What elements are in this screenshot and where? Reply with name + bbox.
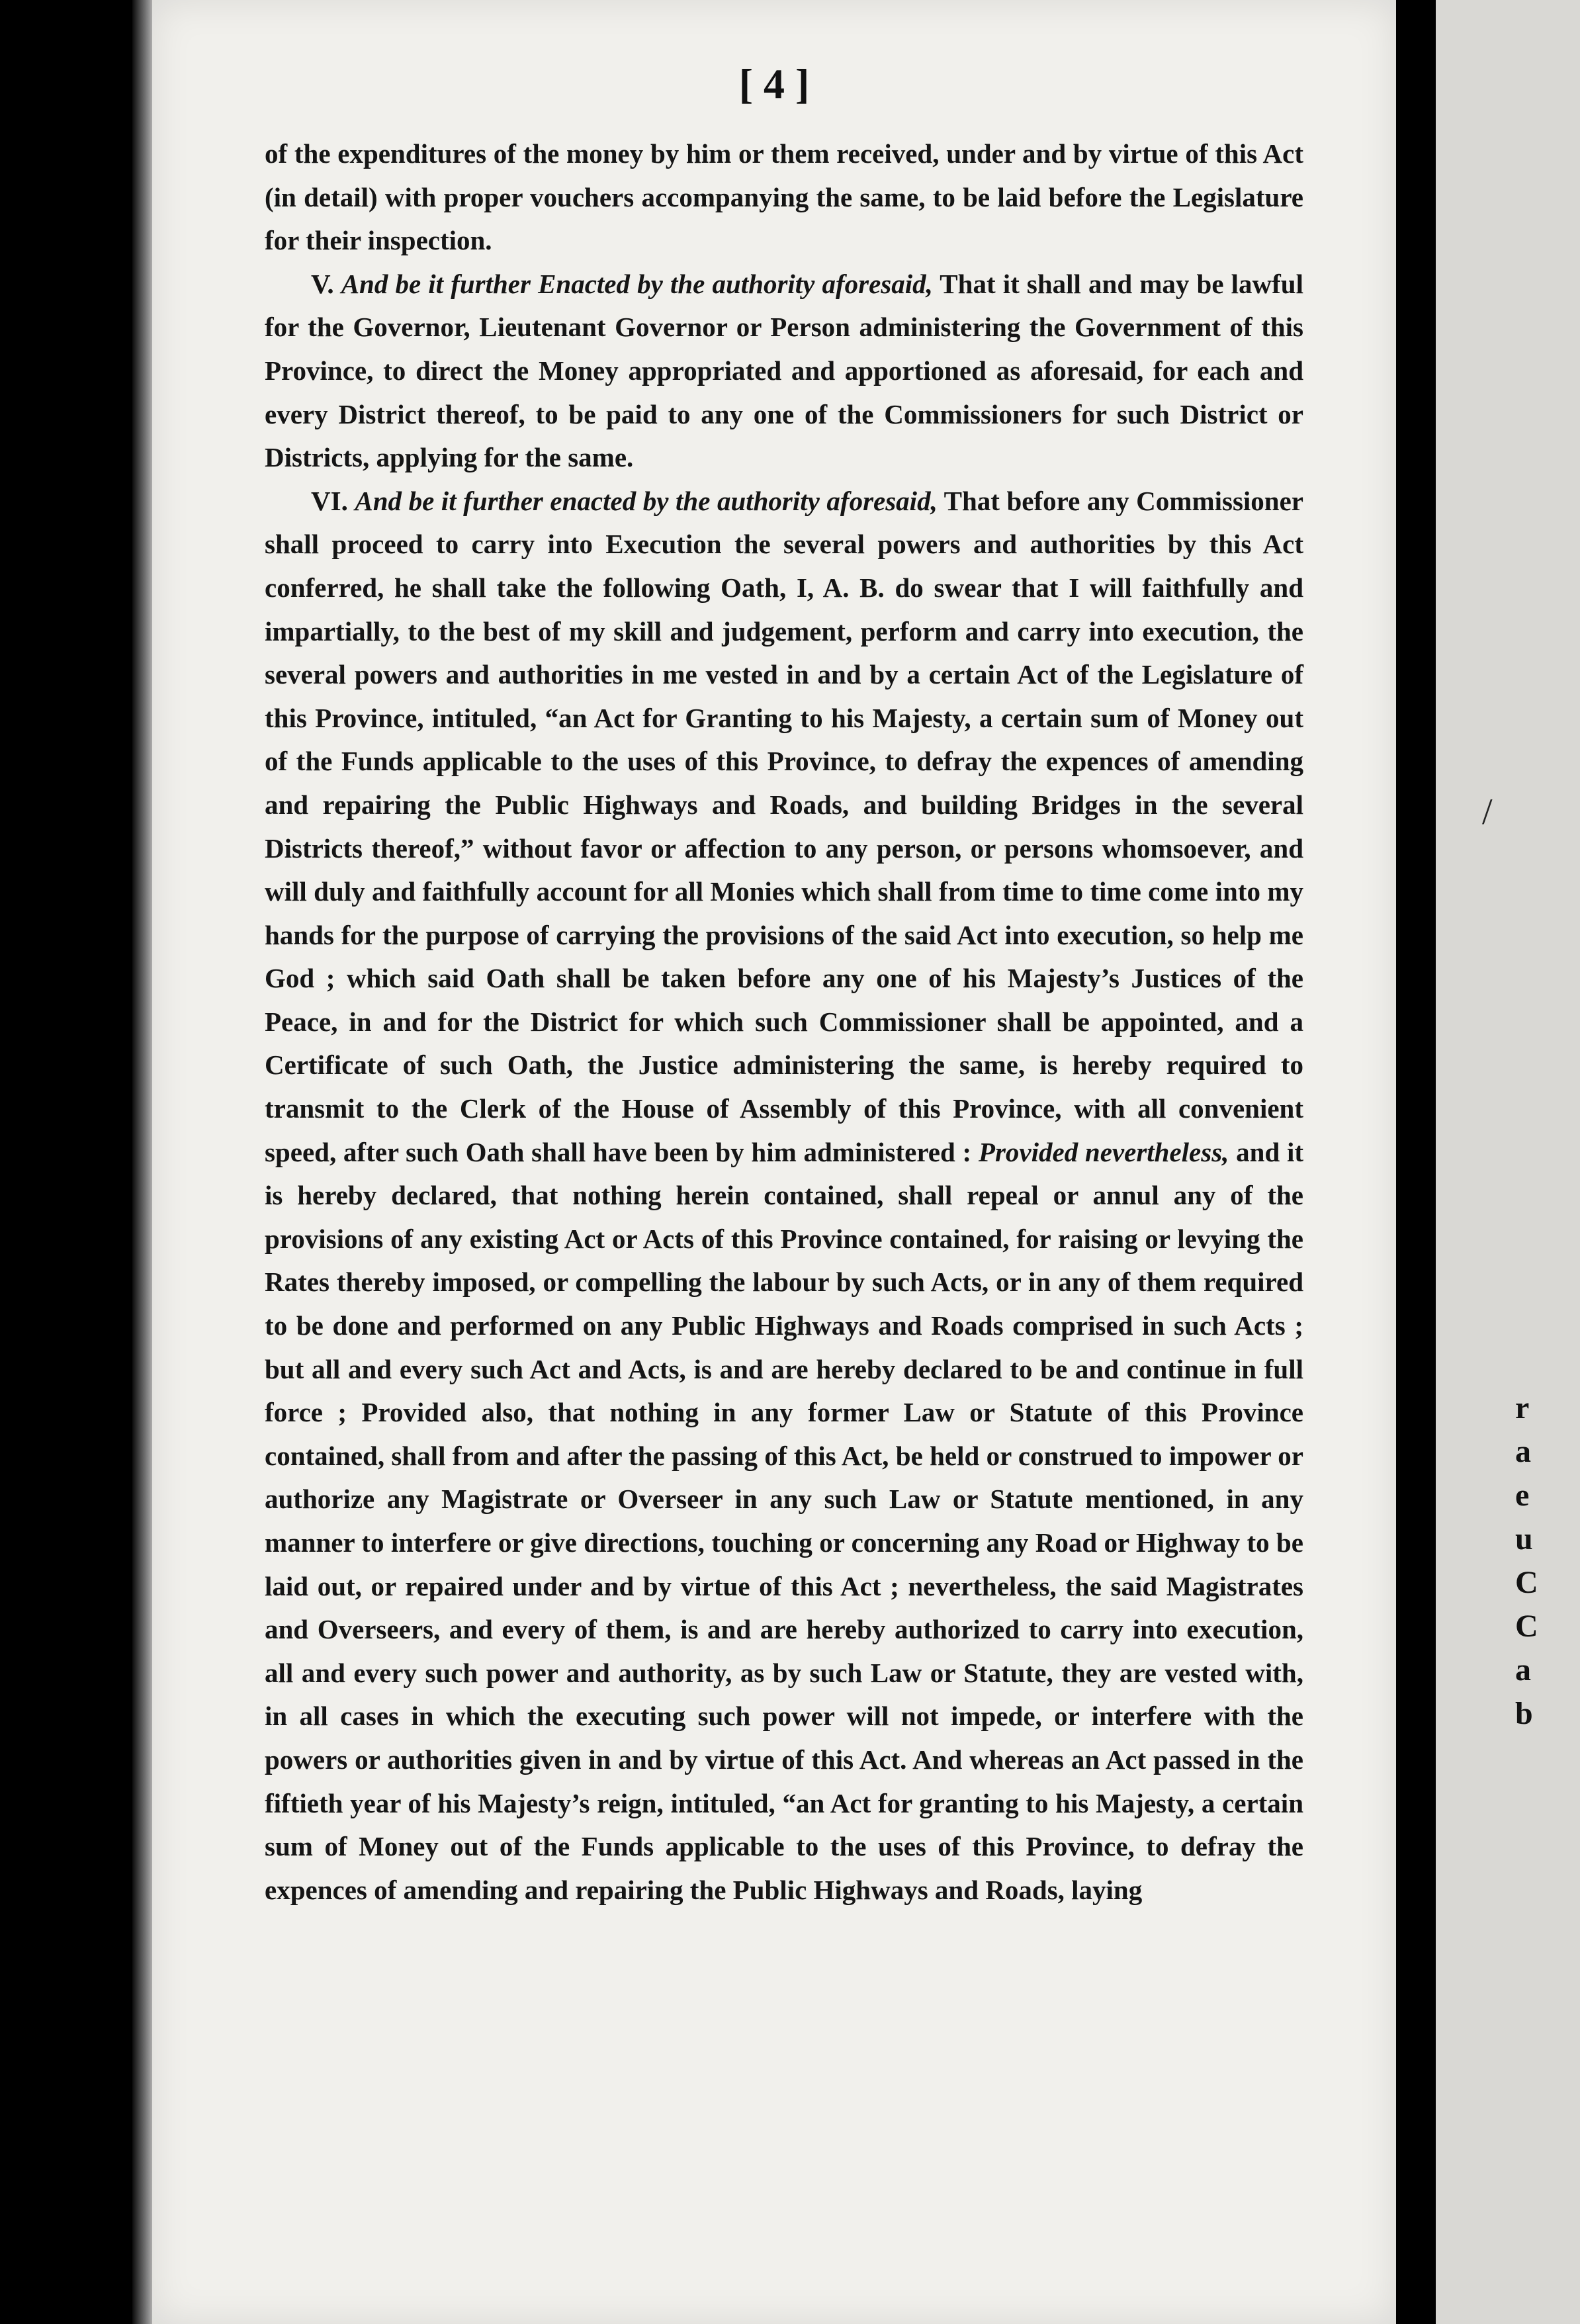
margin-letter: a: [1515, 1652, 1531, 1687]
section-vi-enacting-clause: And be it further enacted by the authority aforesaid,: [355, 485, 938, 516]
margin-letter: C: [1515, 1565, 1538, 1600]
margin-letter: u: [1515, 1521, 1533, 1556]
section-v-label: V.: [311, 268, 334, 299]
section-vi-label: VI.: [311, 485, 348, 516]
stray-ink-mark: /: [1482, 791, 1493, 832]
section-vi-body-b: and it is hereby declared, that nothing herein contained, shall repeal or annul any of the provisions of any existing Act or Acts of this Province contained, for raising or levying the Rates thereby imposed, or compelling the labour by such Acts, or in any of them required to be done and performed on any Public Highways and Roads comprised in such Acts ; but all and every such Act and Acts, is and are hereby declared to be and continue in full force ; Provided also, that nothing in any former Law or Statute of this Province contained, shall from and after the passing of this Act, be held or construed to impower or authorize any Magistrate or Overseer in any such Law or Statute mentioned, in any manner to interfere or give directions, touching or concerning any Road or Highway to be laid out, or repaired under and by virtue of this Act ; nevertheless, the said Magistrates and Overseers, and every of them, is and are hereby authorized to carry into execution, all and every such power and authority, as by such Law or Statute, they are vested with, in all cases in which the executing such power will not impede, or interfere with the powers or authorities given in and by virtue of this Act. And whereas an Act passed in the fiftieth year of his Majesty’s reign, intituled, “an Act for granting to his Majesty, a certain sum of Money out of the Funds applicable to the uses of this Province, to defray the expences of amending and repairing the Public Highways and Roads, laying: [265, 1136, 1304, 1905]
page-number: [ 4 ]: [738, 60, 810, 107]
margin-letter: e: [1515, 1478, 1530, 1513]
section-v: [265, 263, 1303, 480]
section-vi-proviso: Provided nevertheless,: [978, 1136, 1229, 1167]
margin-letter: C: [1515, 1609, 1538, 1644]
adjacent-page: [1436, 0, 1580, 2324]
paragraph-continuation: of the expenditures of the money by him or them received, under and by virtue of this Act (in detail) with proper vouchers accompanying the same, to be laid before the Legislature for their inspection.: [265, 138, 1303, 256]
adjacent-page-margin-text: [1515, 1386, 1538, 1736]
margin-letter: r: [1515, 1390, 1530, 1425]
margin-letter: a: [1515, 1434, 1531, 1469]
section-v-enacting-clause: And be it further Enacted by the authority aforesaid,: [341, 268, 933, 299]
document-body: [265, 132, 1303, 1912]
section-vi-body-a: That before any Commissioner shall proceed to carry into Execution the several powers and authorities by this Act conferred, he shall take the following Oath, I, A. B. do swear that I will faithfully and impartially, to the best of my skill and judgement, perform and carry into execution, the several powers and authorities in me vested in and by a certain Act of the Legislature of this Province, intituled, “an Act for Granting to his Majesty, a certain sum of Money out of the Funds applicable to the uses of this Province, to defray the expences of amending and repairing the Public Highways and Roads, and building Bridges in the several Districts thereof,” without favor or affection to any person, or persons whomsoever, and will duly and faithfully account for all Monies which shall from time to time come into my hands for the purpose of carrying the provisions of the said Act into execution, so help me God ; which said Oath shall be taken before any one of his Majesty’s Justices of the Peace, in and for the District for which such Commissioner shall be appointed, and a Certificate of such Oath, the Justice administering the same, is hereby required to transmit to the Clerk of the House of Assembly of this Province, with all convenient speed, after such Oath shall have been by him administered :: [265, 485, 1303, 1167]
section-vi: [265, 480, 1303, 1912]
section-v-body: That it shall and may be lawful for the Governor, Lieutenant Governor or Person administering the Government of this Province, to direct the Money appropriated and apportioned as aforesaid, for each and every District thereof, to be paid to any one of the Commissioners for such District or Districts, applying for the same.: [265, 268, 1304, 473]
margin-letter: b: [1515, 1696, 1533, 1731]
page-gutter: [1396, 0, 1436, 2324]
